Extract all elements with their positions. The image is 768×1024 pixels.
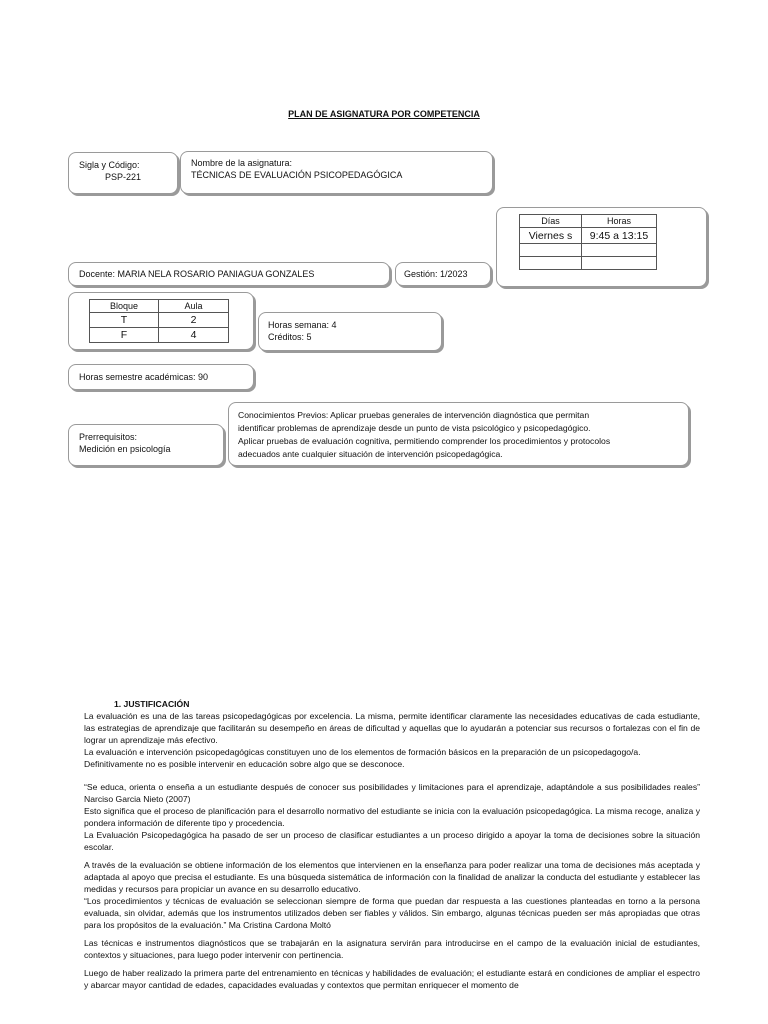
paragraph: Definitivamente no es posible intervenir en educación sobre algo que se desconoce.	[84, 759, 405, 769]
table-row	[90, 300, 229, 313]
header-horas: Horas	[582, 215, 657, 228]
gestion-text: Gestión: 1/2023	[404, 269, 468, 279]
cell-hora: 9:45 a 13:15	[582, 228, 657, 244]
paragraph: A través de la evaluación se obtiene información de los elementos que intervienen en la enseñanza para poder realizar una toma de decisiones más aceptada y adaptada al apoyo que precisa el estudiante. Es una búsqueda sistemática de información con la finalidad de analizar la conducta del estudiante y establecer las medidas y recursos para propiciar un avance en su desarrollo educativo.	[84, 860, 700, 894]
table-row	[520, 257, 657, 270]
paragraph: Esto significa que el proceso de planificación para el desarrollo normativo del estudiante se inicia con la evaluación psicopedagógica. La misma recoge, analiza y pondera información de diferente tipo y procedencia.	[84, 806, 700, 828]
horas-semana-text: Horas semana: 4	[268, 320, 337, 330]
horario-table	[519, 214, 657, 270]
horas-semestre-box	[68, 364, 254, 390]
cell-hora	[582, 244, 657, 257]
prerrequisitos-value: Medición en psicología	[79, 444, 171, 454]
paragraph: “Los procedimientos y técnicas de evaluación se seleccionan siempre de forma que puedan dar respuesta a las cuestiones planteadas en torno a la persona evaluada, sin olvidar, además que los instrumentos utilizados deben ser fiables y válidos. Sin embargo, algunas técnicas pueden ser más apropiadas que otras para los propósitos de la evaluación.” Ma Cristina Cardona Moltó	[84, 896, 700, 930]
table-row	[90, 328, 229, 343]
docente-text: Docente: MARIA NELA ROSARIO PANIAGUA GONZALES	[79, 269, 315, 279]
header-aula: Aula	[159, 300, 229, 313]
horas-semana-box	[258, 312, 442, 351]
table-row	[90, 313, 229, 328]
page-title: PLAN DE ASIGNATURA POR COMPETENCIA	[288, 109, 480, 119]
horario-box	[496, 207, 707, 287]
cell-dia: Viernes s	[520, 228, 582, 244]
creditos-text: Créditos: 5	[268, 332, 312, 342]
cell-aula: 2	[159, 313, 229, 328]
horas-semestre-text: Horas semestre académicas: 90	[79, 372, 209, 382]
conocimientos-box	[228, 402, 689, 466]
paragraph: Las técnicas e instrumentos diagnósticos que se trabajarán en la asignatura servirán para introducirse en el campo de la evaluación inicial de estudiantes, contextos y situaciones, para luego poder intervenir con pertinencia.	[84, 938, 700, 960]
justificacion-section	[84, 698, 700, 991]
sigla-box	[68, 152, 178, 194]
prerrequisitos-box	[68, 424, 224, 466]
prerrequisitos-label: Prerrequisitos:	[79, 432, 138, 442]
asignatura-box	[180, 151, 493, 194]
section-heading: 1. JUSTIFICACIÓN	[114, 699, 190, 709]
cell-dia	[520, 244, 582, 257]
sigla-code: PSP-221	[105, 172, 142, 182]
gestion-box	[395, 262, 491, 286]
conocimientos-line: adecuados ante cualquier situación de intervención psicopedagógica.	[238, 449, 503, 459]
sigla-label: Sigla y Código:	[79, 160, 140, 170]
paragraph: La evaluación e intervención psicopedagógicas constituyen uno de los elementos de formación básicos en la preparación de un psicopedagogo/a.	[84, 747, 641, 757]
conocimientos-line: Aplicar pruebas de evaluación cognitiva, permitiendo comprender los procedimientos y protocolos	[238, 436, 611, 446]
bloque-box	[68, 292, 254, 350]
paragraph: “Se educa, orienta o enseña a un estudiante después de conocer sus posibilidades y limitaciones para el aprendizaje, adaptándole a sus posibilidades reales” Narciso Garcia Nieto (2007)	[84, 782, 700, 804]
header-dias: Días	[520, 215, 582, 228]
cell-hora	[582, 257, 657, 270]
paragraph: La Evaluación Psicopedagógica ha pasado de ser un proceso de clasificar estudiantes a un proceso dirigido a apoyar la toma de decisiones sobre la situación escolar.	[84, 830, 700, 852]
cell-bloque: F	[90, 328, 159, 343]
asignatura-label: Nombre de la asignatura:	[191, 158, 293, 168]
cell-bloque: T	[90, 313, 159, 328]
docente-box	[68, 262, 390, 286]
asignatura-name: TÉCNICAS DE EVALUACIÓN PSICOPEDAGÓGICA	[191, 170, 403, 180]
cell-aula: 4	[159, 328, 229, 343]
conocimientos-line: Conocimientos Previos: Aplicar pruebas generales de intervención diagnóstica que permitan	[238, 410, 590, 420]
cell-dia	[520, 257, 582, 270]
table-row	[520, 215, 657, 228]
table-row	[520, 244, 657, 257]
paragraph: Luego de haber realizado la primera parte del entrenamiento en técnicas y habilidades de evaluación; el estudiante estará en condiciones de ampliar el espectro y abarcar mayor cantidad de edades, capacidades evaluadas y contextos que permitan enriquecer el momento de	[84, 968, 700, 990]
paragraph: La evaluación es una de las tareas psicopedagógicas por excelencia. La misma, permite identificar claramente las necesidades educativas de cada estudiante, las estrategias de aprendizaje que facilitarán su desempeño en áreas de dificultad y aquellas que lo ayudarán a potenciar sus recursos o fortalezas con el fin de lograr un aprendizaje más efectivo.	[84, 711, 700, 745]
table-row	[520, 228, 657, 244]
bloque-table	[89, 299, 229, 343]
header-bloque: Bloque	[90, 300, 159, 313]
conocimientos-line: identificar problemas de aprendizaje desde un punto de vista psicológico y psicopedagógico.	[238, 423, 591, 433]
